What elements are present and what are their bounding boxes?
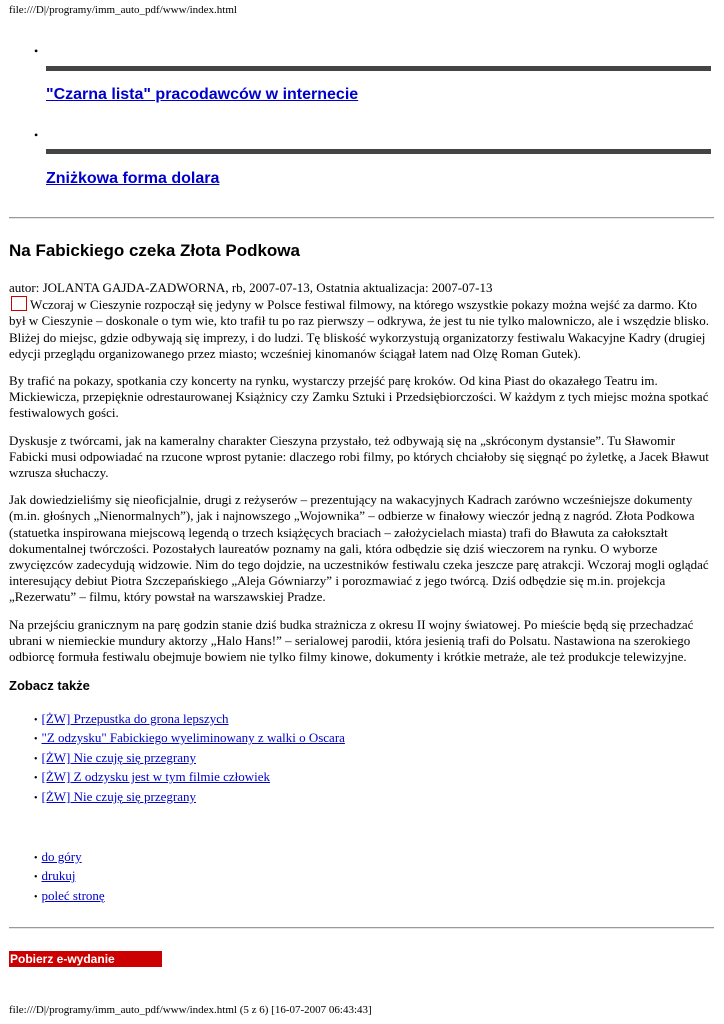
see-also-link[interactable]: [ŻW] Nie czuję się przegrany bbox=[41, 788, 196, 804]
list-item bbox=[34, 848, 105, 867]
list-item bbox=[34, 887, 105, 906]
bullet-icon: • bbox=[34, 128, 39, 142]
divider-bar bbox=[46, 66, 711, 71]
list-item bbox=[34, 768, 345, 787]
article-paragraph: Jak dowiedzieliśmy się nieoficjalnie, drugi z reżyserów – prezentujący na wakacyjnych Kadrach zarówno wcześniejsze dokumenty (m.in. głośnych „Nienormalnych”), jak i najnowszego „Wojownika” – odbierze w finałowy wieczór jedną z nagród. Złota Podkowa (statuetka inspirowana miejscową legendą o trzech książęcych braciach – założycielach miasta) trafi do Bławuta za całokształt dokumentalnej twórczości. Pozostałych laureatów poznamy na gali, która odbędzie się dziś wieczorem na rynku. O wyborze zwycięzców zadecydują widzowie. Nim do tego dojdzie, na uczestników festiwalu czeka jeszcze parę atrakcji. Wczoraj mogli oglądać interesujący debiut Piotra Szczepańskiego „Aleja Gówniarzy” i porozmawiać z jego twórcą. Dziś odbędzie się m.in. projekcja „Rezerwatu” – filmu, który powstał na warszawskiej Pradze. bbox=[9, 492, 709, 605]
list-item bbox=[34, 710, 345, 729]
broken-image-icon bbox=[11, 296, 27, 311]
horizontal-rule bbox=[9, 927, 714, 929]
list-item bbox=[34, 788, 345, 807]
see-also-link[interactable]: [ŻW] Nie czuję się przegrany bbox=[41, 749, 196, 765]
bullet-icon: • bbox=[34, 44, 39, 58]
related-article-link[interactable]: Zniżkowa forma dolara bbox=[46, 170, 220, 187]
article-paragraph: Dyskusje z twórcami, jak na kameralny charakter Cieszyna przystało, też odbywają się na „skróconym dystansie”. Tu Sławomir Fabicki musi odpowiadać na rzucone wprost pytanie: dlaczego robi filmy, po których chciałoby się sięgnąć po żyletkę, a Jacek Bławut wzrusza słuchaczy. bbox=[9, 432, 709, 481]
see-also-link[interactable]: "Z odzysku" Fabickiego wyeliminowany z walki o Oscara bbox=[41, 730, 345, 746]
divider-bar bbox=[46, 149, 711, 154]
article-paragraph: Na przejściu granicznym na parę godzin stanie dziś budka strażnicza z okresu II wojny światowej. Po mieście będą się przechadzać ubrani w niemieckie mundury aktorzy „Halo Hans!” – serialowej parodii, która jesienią trafi do Polsatu. Nastawiona na szerokiego odbiorcę formuła festiwalu obejmuje bowiem nie tylko filmy kinowe, dokumenty i krótkie metraże, ale też produkcje telewizyjne. bbox=[9, 616, 694, 665]
see-also-list bbox=[34, 710, 345, 807]
download-e-edition-button[interactable]: Pobierz e-wydanie bbox=[9, 951, 162, 967]
header-file-path: file:///D|/programy/imm_auto_pdf/www/index.html bbox=[9, 4, 237, 16]
back-to-top-link[interactable]: do góry bbox=[41, 849, 82, 864]
recommend-page-link[interactable]: poleć stronę bbox=[41, 887, 105, 903]
article-paragraph: By trafić na pokazy, spotkania czy koncerty na rynku, wystarczy przejść parę kroków. Od kina Piast do okazałego Teatru im. Mickiewicza, przepięknie odrestaurowanej Książnicy czy Zamku Sztuki i Przedsiębiorczości. W każdym z tych miejsc można spotkać festiwalowych gości. bbox=[9, 373, 709, 421]
print-link[interactable]: drukuj bbox=[41, 868, 76, 884]
see-also-heading: Zobacz także bbox=[9, 678, 90, 693]
horizontal-rule bbox=[9, 217, 714, 219]
page-tools-list bbox=[34, 848, 105, 906]
article-author-line: autor: JOLANTA GAJDA-ZADWORNA, rb, 2007-07-13, Ostatnia aktualizacja: 2007-07-13 bbox=[9, 280, 493, 295]
list-item bbox=[34, 729, 345, 748]
list-item bbox=[34, 867, 105, 886]
article-body bbox=[9, 280, 715, 676]
article-title: Na Fabickiego czeka Złota Podkowa bbox=[9, 241, 300, 260]
see-also-link[interactable]: [ŻW] Przepustka do grona lepszych bbox=[41, 711, 229, 726]
list-item bbox=[34, 749, 345, 768]
footer-file-path: file:///D|/programy/imm_auto_pdf/www/index.html (5 z 6) [16-07-2007 06:43:43] bbox=[9, 1004, 372, 1016]
see-also-link[interactable]: [ŻW] Z odzysku jest w tym filmie człowiek bbox=[41, 769, 271, 785]
article-paragraph bbox=[9, 296, 715, 362]
article-paragraph-text: Wczoraj w Cieszynie rozpoczął się jedyny w Polsce festiwal filmowy, na którego wszystkie pokazy można wejść za darmo. Kto był w Cieszynie – doskonale o tym wie, kto trafił tu po raz pierwszy – odkrywa, że jest tu nie tylko malowniczo, ale i wszędzie blisko. Bliżej do miejsc, gdzie odbywają się imprezy, i do ludzi. Tę bliskość wykorzystują organizatorzy festiwalu Wakacyjne Kadry (drugiej edycji przeglądu organizowanego przez miasto; wcześniej kinomanów ściągał latem nad Olzę Roman Gutek). bbox=[9, 297, 710, 361]
related-article-link[interactable]: "Czarna lista" pracodawców w internecie bbox=[46, 86, 359, 103]
